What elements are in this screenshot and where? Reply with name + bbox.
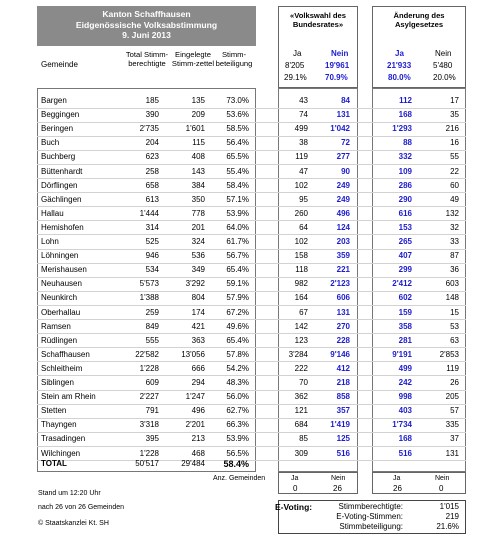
vorlage1-nein-value: 1'042 bbox=[330, 124, 350, 134]
gemeinde-name: Buch bbox=[41, 138, 60, 148]
vorlage2-ja-value: 358 bbox=[398, 321, 412, 331]
eingelegt-value: 324 bbox=[191, 237, 205, 246]
gemeinde-name: Siblingen bbox=[41, 378, 74, 387]
vorlage1-nein-value: 606 bbox=[336, 293, 350, 303]
vorlage2-ja-value: 88 bbox=[403, 138, 412, 148]
vorlage2-nein-value: 22 bbox=[450, 166, 459, 176]
gemeinde-name: Merishausen bbox=[41, 265, 87, 275]
vorlage1-nein-value: 218 bbox=[336, 378, 350, 387]
stimmberechtigte-value: 314 bbox=[145, 222, 159, 232]
vorlage1-ja-total: 8'205 bbox=[285, 61, 305, 70]
vorlage1-nein-value: 125 bbox=[336, 434, 350, 444]
eingelegt-value: 1'601 bbox=[185, 124, 205, 134]
title-line-1: Kanton Schaffhausen bbox=[102, 9, 191, 19]
col-header-total: Total Stimm-berechtigte bbox=[125, 50, 169, 69]
eingelegt-value: 135 bbox=[191, 96, 205, 105]
vorlage1-nein-value: 516 bbox=[336, 448, 350, 458]
eingelegt-value: 349 bbox=[191, 265, 205, 275]
row-separator bbox=[37, 291, 466, 292]
evoting-box bbox=[275, 500, 466, 534]
v1-gem-ja-label: Ja bbox=[291, 475, 299, 482]
vorlage1-nein-value: 131 bbox=[336, 307, 350, 317]
eingelegt-value: 213 bbox=[191, 434, 205, 444]
eingelegt-value: 350 bbox=[191, 194, 205, 204]
vorlage2-ja-value: 265 bbox=[398, 237, 412, 246]
vorlage2-nein-value: 63 bbox=[450, 335, 459, 345]
gemeinde-name: Stetten bbox=[41, 406, 67, 416]
vorlage1-nein-value: 203 bbox=[336, 237, 350, 246]
vorlage1-ja-value: 95 bbox=[299, 194, 308, 204]
vorlage2-nein-value: 132 bbox=[445, 208, 459, 218]
stimmberechtigte-value: 1'444 bbox=[139, 208, 159, 218]
vorlage2-ja-pct: 80.0% bbox=[388, 73, 411, 82]
beteiligung-value: 67.2% bbox=[226, 307, 249, 317]
vorlage1-ja-pct: 29.1% bbox=[284, 73, 307, 82]
vorlage1-nein-value: 90 bbox=[341, 166, 350, 176]
eingelegt-value: 2'201 bbox=[185, 420, 205, 430]
evoting-r2-value: 219 bbox=[445, 512, 459, 521]
vorlage1-ja-value: 102 bbox=[294, 237, 308, 246]
vorlage1-ja-value: 67 bbox=[299, 307, 308, 317]
total-eingelegt: 29'484 bbox=[181, 459, 205, 468]
vorlage2-ja-value: 112 bbox=[399, 96, 412, 105]
vorlage1-title: «Volkswahl des Bundesrates» bbox=[290, 11, 346, 30]
row-separator bbox=[37, 319, 466, 320]
stand-text: Stand um 12:20 Uhr bbox=[38, 490, 101, 497]
v2-gem-ja: 26 bbox=[393, 484, 402, 493]
vorlage2-ja-value: 168 bbox=[398, 434, 412, 444]
beteiligung-value: 53.9% bbox=[226, 434, 249, 444]
row-separator bbox=[37, 108, 466, 109]
vorlage1-nein-value: 131 bbox=[336, 110, 350, 120]
vorlage1-nein-value: 277 bbox=[336, 152, 350, 162]
beteiligung-value: 55.4% bbox=[226, 166, 249, 176]
col-header-beteiligung: Stimm-beteiligung bbox=[215, 50, 253, 69]
vorlage2-nein-value: 32 bbox=[450, 222, 459, 232]
col-header-gemeinde: Gemeinde bbox=[41, 60, 78, 69]
vorlage1-ja-value: 85 bbox=[299, 434, 308, 444]
stimmberechtigte-value: 623 bbox=[145, 152, 159, 162]
beteiligung-value: 57.1% bbox=[226, 194, 249, 204]
vorlage2-ja-value: 286 bbox=[398, 180, 412, 190]
vorlage1-ja-value: 142 bbox=[294, 321, 308, 331]
eingelegt-value: 143 bbox=[191, 166, 205, 176]
vorlage2-nein-value: 37 bbox=[450, 434, 459, 444]
stimmberechtigte-value: 3'318 bbox=[139, 420, 159, 430]
vorlage2-ja-value: 403 bbox=[398, 406, 412, 416]
vorlage1-ja-value: 64 bbox=[299, 222, 308, 232]
beteiligung-value: 56.5% bbox=[226, 448, 249, 458]
stimmberechtigte-value: 1'228 bbox=[139, 448, 159, 458]
beteiligung-value: 49.6% bbox=[226, 321, 249, 331]
gemeinde-name: Schaffhausen bbox=[41, 349, 90, 359]
vorlage1-ja-value: 123 bbox=[294, 335, 308, 345]
vorlage2-nein-value: 335 bbox=[445, 420, 459, 430]
stimmberechtigte-value: 390 bbox=[145, 110, 159, 120]
vorlage1-ja-value: 47 bbox=[299, 166, 308, 176]
gemeinde-name: Oberhallau bbox=[41, 307, 81, 317]
vorlage2-ja-value: 332 bbox=[398, 152, 412, 162]
vorlage2-nein-value: 57 bbox=[450, 406, 459, 416]
vorlage2-title: Änderung des Asylgesetzes bbox=[393, 11, 445, 30]
stimmberechtigte-value: 525 bbox=[145, 237, 159, 246]
total-label: TOTAL bbox=[41, 459, 67, 468]
row-separator bbox=[37, 178, 466, 179]
vorlage2-nein-value: 55 bbox=[450, 152, 459, 162]
gemeinde-name: Stein am Rhein bbox=[41, 392, 96, 402]
vorlage1-ja-value: 38 bbox=[299, 138, 308, 148]
total-stimmberechtigte: 50'517 bbox=[135, 459, 159, 468]
vorlage2-header bbox=[372, 6, 466, 88]
row-separator bbox=[37, 390, 466, 391]
title-banner bbox=[37, 6, 256, 46]
vorlage1-nein-value: 228 bbox=[336, 335, 350, 345]
eingelegt-value: 1'247 bbox=[185, 392, 205, 402]
eingelegt-value: 384 bbox=[191, 180, 205, 190]
column-headers bbox=[37, 46, 256, 86]
v1-gem-ja: 0 bbox=[293, 484, 298, 493]
vorlage2-nein-value: 603 bbox=[445, 279, 459, 289]
vorlage2-nein-value: 60 bbox=[450, 180, 459, 190]
stimmberechtigte-value: 1'388 bbox=[139, 293, 159, 303]
vorlage2-ja-value: 616 bbox=[398, 208, 412, 218]
stimmberechtigte-value: 22'582 bbox=[135, 349, 159, 359]
gemeinde-name: Schleitheim bbox=[41, 363, 83, 373]
vorlage1-ja-value: 260 bbox=[294, 208, 308, 218]
vorlage1-nein-value: 249 bbox=[336, 194, 350, 204]
gemeinde-name: Neuhausen bbox=[41, 279, 82, 289]
stimmberechtigte-value: 791 bbox=[145, 406, 159, 416]
gemeinde-name: Dörflingen bbox=[41, 180, 78, 190]
vorlage1-ja-value: 118 bbox=[295, 265, 308, 275]
vorlage1-ja-value: 74 bbox=[299, 110, 308, 120]
eingelegt-value: 536 bbox=[191, 251, 205, 261]
vorlage1-ja-value: 222 bbox=[294, 363, 308, 373]
row-separator bbox=[37, 404, 466, 405]
vorlage2-nein-value: 87 bbox=[450, 251, 459, 261]
vorlage1-ja-value: 3'284 bbox=[288, 349, 308, 359]
beteiligung-value: 65.5% bbox=[226, 152, 249, 162]
gemeinde-name: Hemishofen bbox=[41, 222, 84, 232]
row-separator bbox=[37, 192, 466, 193]
gemeinde-name: Neunkirch bbox=[41, 293, 78, 303]
beteiligung-value: 61.7% bbox=[226, 237, 249, 246]
vorlage1-ja-value: 684 bbox=[294, 420, 308, 430]
vorlage1-ja-value: 499 bbox=[294, 124, 308, 134]
beteiligung-value: 48.3% bbox=[226, 378, 249, 387]
beteiligung-value: 58.5% bbox=[226, 124, 249, 134]
vorlage1-nein-value: 72 bbox=[341, 138, 350, 148]
vorlage2-ja-value: 1'293 bbox=[392, 124, 412, 134]
col-header-eingelegte: Eingelegte Stimm-zettel bbox=[171, 50, 215, 69]
vorlage1-nein-value: 858 bbox=[336, 392, 350, 402]
beteiligung-value: 62.7% bbox=[226, 406, 249, 416]
vorlage2-nein-value: 49 bbox=[450, 194, 459, 204]
vorlage2-nein-value: 216 bbox=[445, 124, 459, 134]
vorlage1-nein-value: 221 bbox=[336, 265, 350, 275]
vorlage1-nein-value: 412 bbox=[336, 363, 350, 373]
beteiligung-value: 56.4% bbox=[226, 138, 249, 148]
row-separator bbox=[37, 136, 466, 137]
vorlage2-ja-value: 998 bbox=[398, 392, 412, 402]
eingelegt-value: 468 bbox=[191, 448, 205, 458]
beteiligung-value: 57.9% bbox=[226, 293, 249, 303]
row-separator bbox=[37, 122, 466, 123]
vorlage2-nein-value: 16 bbox=[450, 138, 459, 148]
beteiligung-value: 65.4% bbox=[226, 335, 249, 345]
v1-gem-nein-label: Nein bbox=[331, 475, 346, 482]
vorlage2-nein-value: 53 bbox=[450, 321, 459, 331]
stimmberechtigte-value: 5'573 bbox=[139, 279, 159, 289]
eingelegt-value: 363 bbox=[191, 335, 205, 345]
row-separator bbox=[37, 277, 466, 278]
stimmberechtigte-value: 609 bbox=[145, 378, 159, 387]
beteiligung-value: 56.0% bbox=[226, 392, 249, 402]
vorlage1-header bbox=[278, 6, 358, 88]
eingelegt-value: 778 bbox=[191, 208, 205, 218]
total-beteiligung: 58.4% bbox=[223, 459, 249, 469]
beteiligung-value: 53.6% bbox=[226, 110, 249, 120]
vorlage1-ja-label: Ja bbox=[293, 49, 302, 58]
title-line-3: 9. Juni 2013 bbox=[122, 30, 171, 40]
vorlage2-nein-pct: 20.0% bbox=[433, 73, 456, 82]
vorlage1-nein-total: 19'961 bbox=[325, 61, 350, 70]
vorlage2-ja-value: 290 bbox=[398, 194, 412, 204]
vorlage2-nein-value: 205 bbox=[445, 392, 459, 402]
eingelegt-value: 13'056 bbox=[181, 349, 205, 359]
vorlage2-ja-value: 281 bbox=[398, 335, 412, 345]
eingelegt-value: 209 bbox=[191, 110, 205, 120]
vorlage2-nein-label: Nein bbox=[435, 49, 452, 58]
vorlage1-ja-value: 982 bbox=[294, 279, 308, 289]
eingelegt-value: 174 bbox=[191, 307, 205, 317]
gemeinde-name: Hallau bbox=[41, 208, 64, 218]
gemeinde-name: Gächlingen bbox=[41, 194, 82, 204]
vorlage1-ja-value: 119 bbox=[295, 152, 308, 162]
vorlage1-ja-value: 121 bbox=[294, 406, 308, 416]
vorlage2-ja-value: 109 bbox=[398, 166, 412, 176]
eingelegt-value: 496 bbox=[191, 406, 205, 416]
v1-gem-nein: 26 bbox=[333, 484, 342, 493]
vorlage2-ja-value: 407 bbox=[398, 251, 412, 261]
evoting-r3-label: Stimmbeteiligung: bbox=[339, 522, 403, 531]
vorlage1-ja-value: 158 bbox=[294, 251, 308, 261]
row-separator bbox=[37, 263, 466, 264]
v2-gem-nein: 0 bbox=[439, 484, 444, 493]
gemeinde-name: Rüdlingen bbox=[41, 335, 78, 345]
vorlage2-nein-value: 15 bbox=[450, 307, 459, 317]
vorlage2-ja-value: 159 bbox=[398, 307, 412, 317]
gemeinde-name: Ramsen bbox=[41, 321, 71, 331]
vorlage2-ja-value: 153 bbox=[398, 222, 412, 232]
vorlage2-nein-value: 26 bbox=[450, 378, 459, 387]
beteiligung-value: 73.0% bbox=[226, 96, 249, 105]
gemeinden-label: Anz. Gemeinden bbox=[213, 475, 266, 482]
vorlage2-ja-value: 9'191 bbox=[392, 349, 412, 359]
evoting-r1-value: 1'015 bbox=[439, 502, 459, 511]
stimmberechtigte-value: 534 bbox=[145, 265, 159, 275]
vorlage1-nein-value: 124 bbox=[336, 222, 350, 232]
vorlage2-ja-value: 299 bbox=[398, 265, 412, 275]
eingelegt-value: 3'292 bbox=[185, 279, 205, 289]
vorlage1-nein-value: 9'146 bbox=[330, 349, 350, 359]
eingelegt-value: 294 bbox=[191, 378, 205, 387]
vorlage1-gemeinden bbox=[278, 472, 358, 494]
row-separator bbox=[37, 418, 466, 419]
vorlage1-ja-value: 362 bbox=[294, 392, 308, 402]
stimmberechtigte-value: 258 bbox=[145, 166, 159, 176]
row-separator bbox=[37, 305, 466, 306]
vorlage2-ja-total: 21'933 bbox=[387, 61, 412, 70]
vorlage1-nein-value: 270 bbox=[336, 321, 350, 331]
gemeinde-name: Lohn bbox=[41, 237, 59, 246]
stimmberechtigte-value: 185 bbox=[145, 96, 159, 105]
row-separator bbox=[37, 446, 466, 447]
vorlage2-nein-value: 119 bbox=[446, 363, 459, 373]
evoting-r3-value: 21.6% bbox=[436, 522, 459, 531]
beteiligung-value: 56.7% bbox=[226, 251, 249, 261]
vorlage2-ja-value: 1'734 bbox=[392, 420, 412, 430]
vorlage2-nein-value: 2'853 bbox=[439, 349, 459, 359]
row-separator bbox=[37, 234, 466, 235]
stimmberechtigte-value: 946 bbox=[145, 251, 159, 261]
eingelegt-value: 804 bbox=[191, 293, 205, 303]
beteiligung-value: 53.9% bbox=[226, 208, 249, 218]
gemeinde-name: Thayngen bbox=[41, 420, 77, 430]
vorlage1-nein-value: 84 bbox=[341, 96, 350, 105]
gemeinde-name: Wilchingen bbox=[41, 448, 81, 458]
stimmberechtigte-value: 2'227 bbox=[139, 392, 159, 402]
row-separator bbox=[37, 249, 466, 250]
row-separator bbox=[37, 164, 466, 165]
vorlage2-nein-value: 148 bbox=[445, 293, 459, 303]
row-separator bbox=[37, 150, 466, 151]
beteiligung-value: 65.4% bbox=[226, 265, 249, 275]
vorlage2-nein-value: 17 bbox=[450, 96, 459, 105]
stimmberechtigte-value: 849 bbox=[145, 321, 159, 331]
vorlage2-nein-value: 131 bbox=[445, 448, 459, 458]
vorlage2-nein-value: 36 bbox=[450, 265, 459, 275]
vorlage1-nein-value: 249 bbox=[336, 180, 350, 190]
evoting-label: E-Voting: bbox=[275, 502, 313, 512]
stimmberechtigte-value: 1'228 bbox=[139, 363, 159, 373]
vorlage1-nein-pct: 70.9% bbox=[325, 73, 348, 82]
stimmberechtigte-value: 395 bbox=[145, 434, 159, 444]
gemeinde-name: Büttenhardt bbox=[41, 166, 83, 176]
row-separator bbox=[37, 375, 466, 376]
vorlage2-gemeinden bbox=[372, 472, 466, 494]
beteiligung-value: 58.4% bbox=[226, 180, 249, 190]
row-separator bbox=[37, 333, 466, 334]
stimmberechtigte-value: 613 bbox=[145, 194, 159, 204]
vorlage1-nein-value: 1'419 bbox=[330, 420, 350, 430]
title-line-2: Eidgenössische Volksabstimmung bbox=[75, 19, 218, 30]
vorlage1-ja-value: 102 bbox=[294, 180, 308, 190]
gemeinde-name: Beringen bbox=[41, 124, 74, 134]
vorlage2-nein-value: 35 bbox=[450, 110, 459, 120]
vorlage1-nein-value: 2'123 bbox=[330, 279, 350, 289]
gemeinde-name: Löhningen bbox=[41, 251, 79, 261]
beteiligung-value: 66.3% bbox=[226, 420, 249, 430]
gemeinde-name: Beggingen bbox=[41, 110, 80, 120]
eingelegt-value: 408 bbox=[191, 152, 205, 162]
vorlage1-ja-value: 70 bbox=[299, 378, 308, 387]
beteiligung-value: 64.0% bbox=[226, 222, 249, 232]
row-separator bbox=[37, 220, 466, 221]
v2-gem-ja-label: Ja bbox=[393, 475, 401, 482]
stimmberechtigte-value: 204 bbox=[145, 138, 159, 148]
row-separator bbox=[37, 206, 466, 207]
evoting-r2-label: E-Voting-Stimmen: bbox=[336, 512, 403, 521]
row-separator bbox=[37, 347, 466, 348]
vorlage2-nein-value: 33 bbox=[450, 237, 459, 246]
stimmberechtigte-value: 259 bbox=[145, 307, 159, 317]
vorlage2-ja-value: 516 bbox=[398, 448, 412, 458]
gemeinde-name: Bargen bbox=[41, 96, 67, 105]
vorlage2-ja-value: 602 bbox=[398, 293, 412, 303]
vorlage1-nein-label: Nein bbox=[331, 49, 349, 58]
stimmberechtigte-value: 658 bbox=[145, 180, 159, 190]
vorlage1-ja-value: 43 bbox=[299, 96, 308, 105]
beteiligung-value: 59.1% bbox=[226, 279, 249, 289]
stimmberechtigte-value: 555 bbox=[145, 335, 159, 345]
evoting-r1-label: Stimmberechtigte: bbox=[338, 502, 403, 511]
v2-gem-nein-label: Nein bbox=[435, 475, 450, 482]
nach-text: nach 26 von 26 Gemeinden bbox=[38, 504, 125, 511]
eingelegt-value: 115 bbox=[192, 138, 205, 148]
vorlage1-ja-value: 309 bbox=[294, 448, 308, 458]
total-row bbox=[37, 457, 256, 471]
vorlage1-nein-value: 496 bbox=[336, 208, 350, 218]
stimmberechtigte-value: 2'735 bbox=[139, 124, 159, 134]
row-separator bbox=[37, 432, 466, 433]
gemeinde-name: Trasadingen bbox=[41, 434, 86, 444]
vorlage2-ja-value: 242 bbox=[398, 378, 412, 387]
vorlage2-ja-label: Ja bbox=[395, 49, 404, 58]
vorlage1-nein-value: 359 bbox=[336, 251, 350, 261]
beteiligung-value: 54.2% bbox=[226, 363, 249, 373]
eingelegt-value: 666 bbox=[191, 363, 205, 373]
copyright-text: © Staatskanzlei Kt. SH bbox=[38, 520, 109, 527]
vorlage2-ja-value: 2'412 bbox=[392, 279, 412, 289]
vorlage2-ja-value: 168 bbox=[398, 110, 412, 120]
eingelegt-value: 421 bbox=[191, 321, 205, 331]
eingelegt-value: 201 bbox=[191, 222, 205, 232]
row-separator bbox=[37, 361, 466, 362]
gemeinde-name: Buchberg bbox=[41, 152, 76, 162]
vorlage1-nein-value: 357 bbox=[336, 406, 350, 416]
vorlage1-ja-value: 164 bbox=[294, 293, 308, 303]
vorlage2-ja-value: 499 bbox=[398, 363, 412, 373]
vorlage2-nein-total: 5'480 bbox=[433, 61, 453, 70]
beteiligung-value: 57.8% bbox=[226, 349, 249, 359]
